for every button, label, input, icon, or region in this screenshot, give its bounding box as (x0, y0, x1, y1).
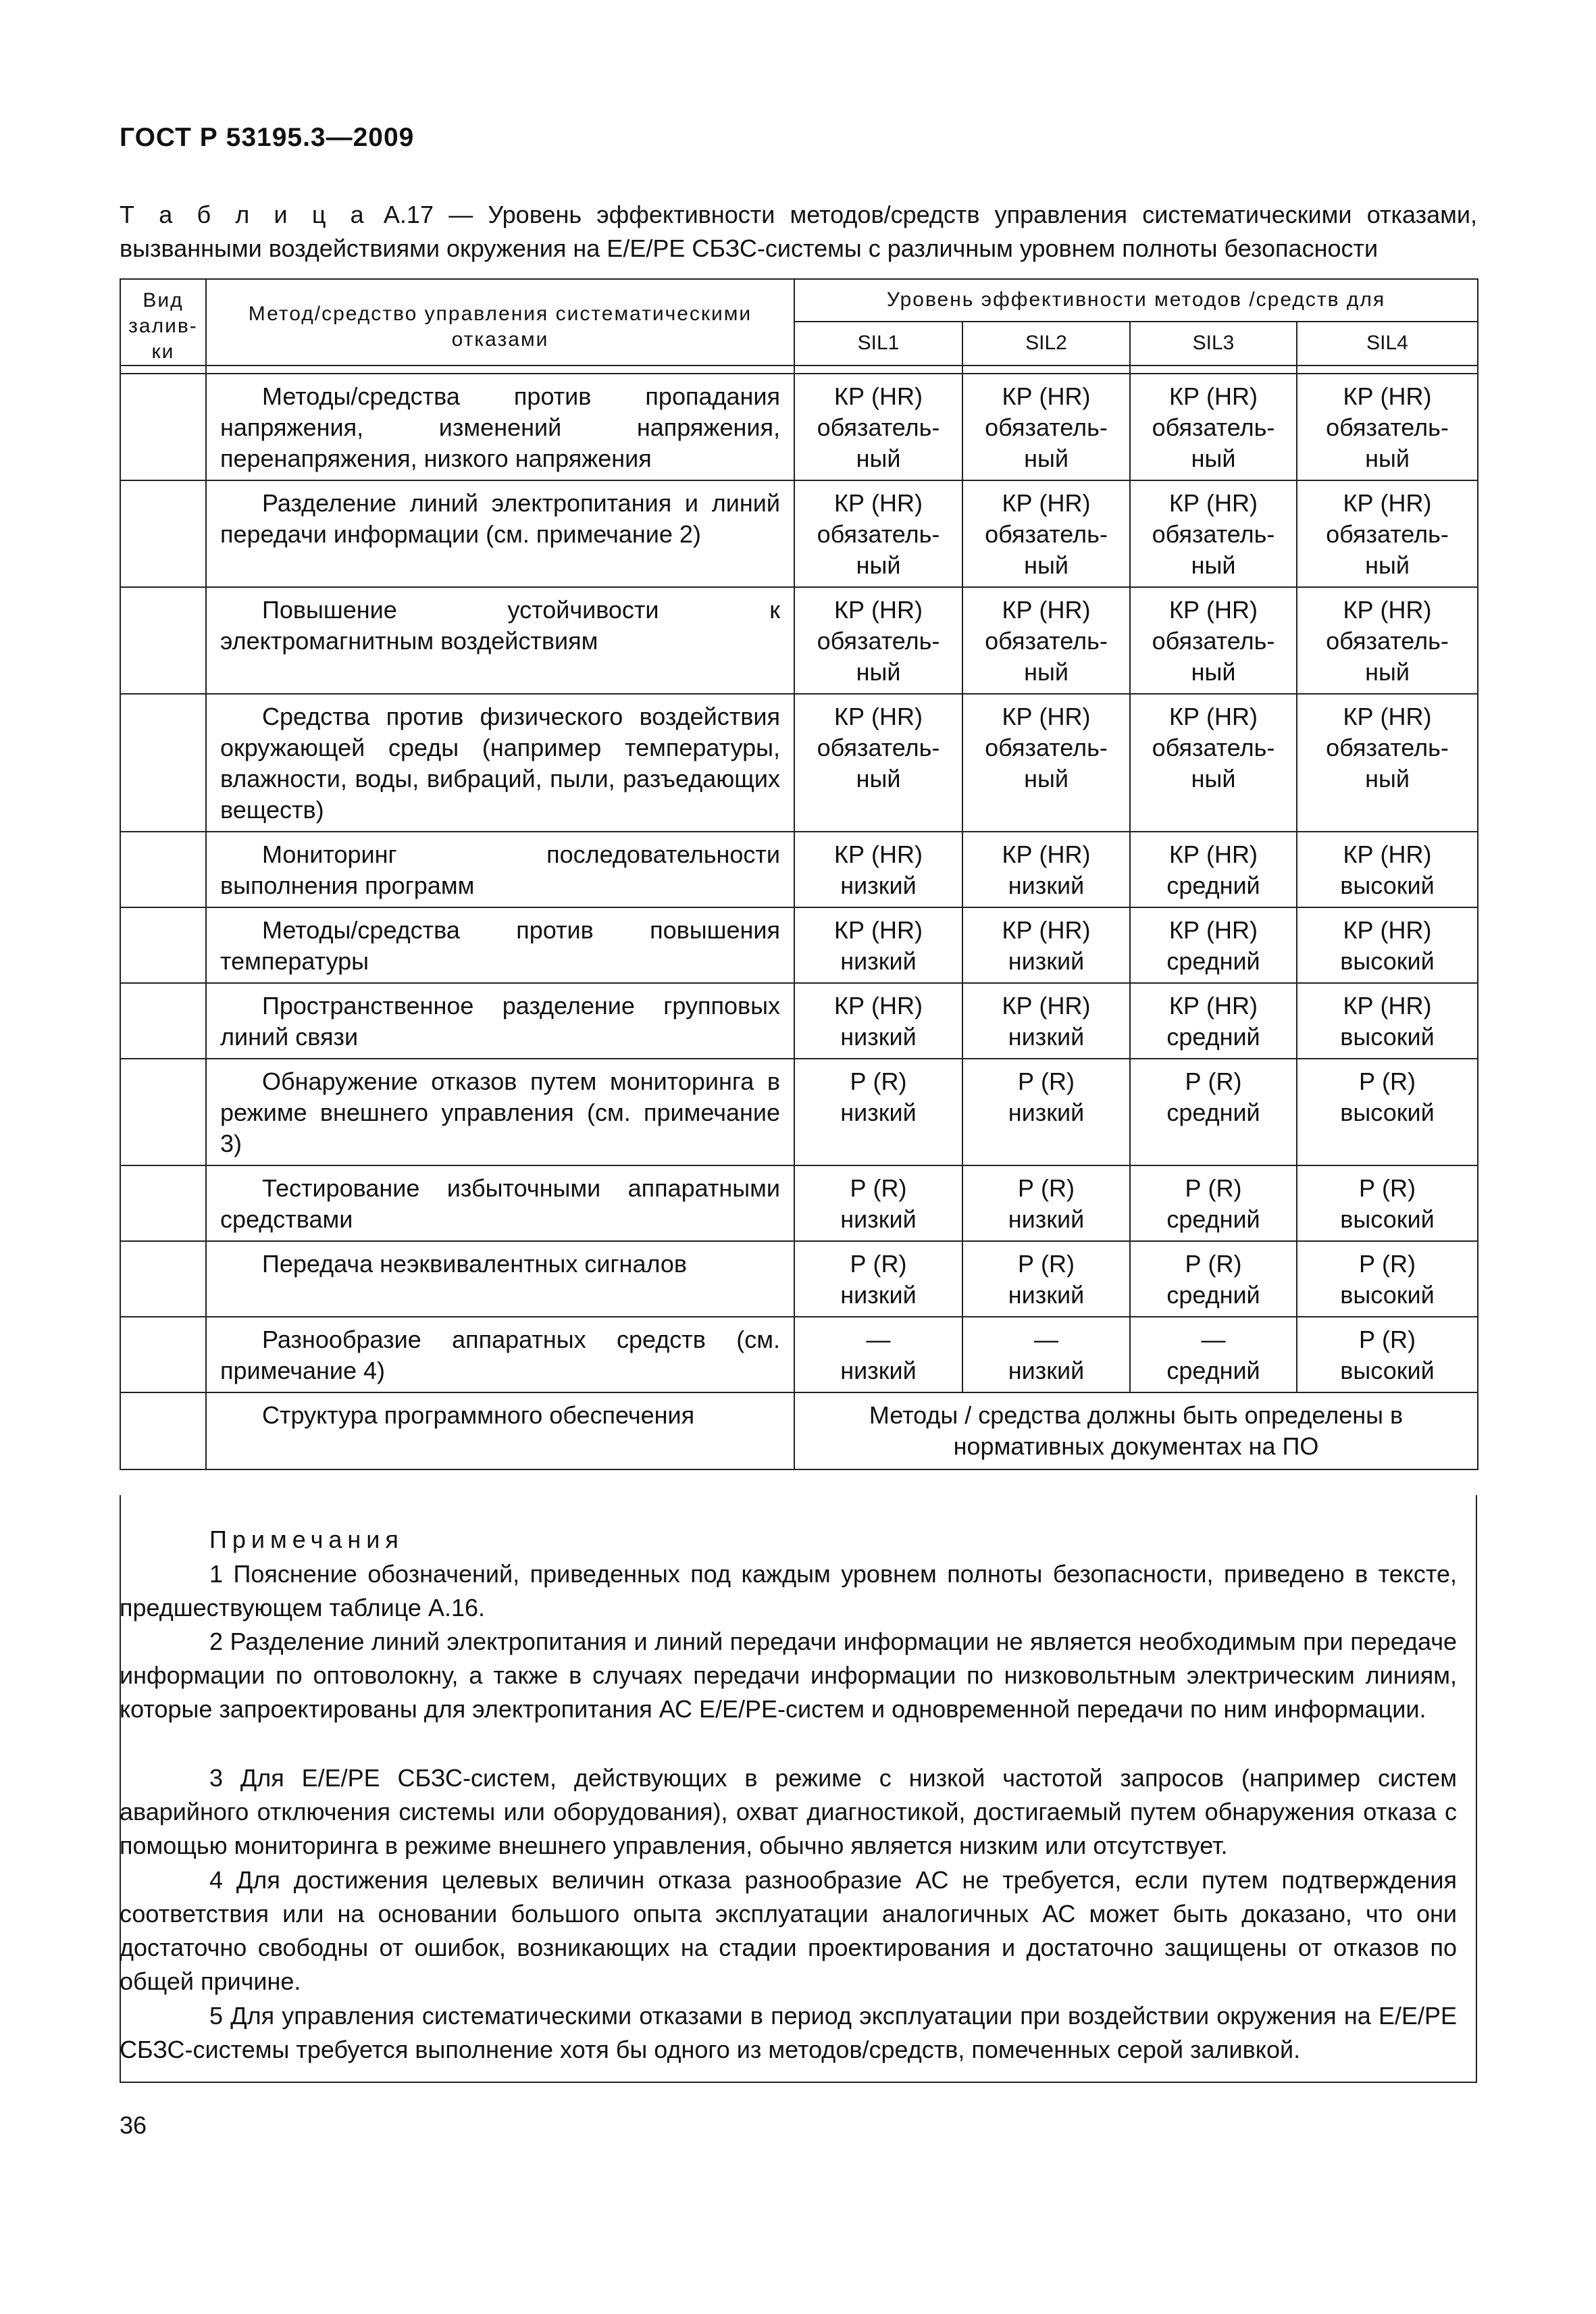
table-row (120, 1165, 1478, 1241)
cell-line: КР (HR) (1169, 840, 1258, 868)
sil3-cell (1130, 1241, 1297, 1317)
cell-line: средний (1166, 1205, 1260, 1233)
method-cell (206, 1241, 794, 1317)
sil4-cell (1297, 832, 1478, 907)
cell-line: Р (R) (1359, 1067, 1416, 1095)
method-text: Обнаружение отказов путем мониторинга в режиме внешнего управления (см. примечание 3) (220, 1067, 780, 1157)
method-cell (206, 480, 794, 587)
cell-line: обязатель- (1326, 413, 1449, 441)
gap-cell (206, 366, 794, 374)
header-gap-row (120, 366, 1478, 374)
sil2-cell (962, 694, 1130, 832)
method-cell (206, 1392, 794, 1469)
sil4-cell (1297, 480, 1478, 587)
note-3 (120, 1761, 1457, 1863)
cell-line: высокий (1340, 872, 1435, 899)
cell-line: обязатель- (1326, 627, 1449, 655)
fill-cell (120, 1392, 206, 1469)
caption-label: Т а б л и ц а (120, 201, 369, 228)
cell-line: Р (R) (850, 1174, 907, 1202)
document-header-title: ГОСТ Р 53195.3—2009 (120, 123, 415, 152)
cell-line: низкий (1008, 947, 1085, 975)
cell-line: — (866, 1326, 891, 1353)
cell-line: КР (HR) (1343, 992, 1432, 1020)
fill-cell (120, 983, 206, 1059)
header-fill-type: Вид залив-ки (120, 279, 206, 366)
caption-text: А.17 — Уровень эффективности методов/средств управления систематическими отказами, вызванными воздействиями окружения на Е/Е/РЕ СБЗС-системы с различным уровнем полноты безопасности (120, 201, 1477, 262)
table-row (120, 983, 1478, 1059)
sil4-cell (1297, 694, 1478, 832)
cell-line: ный (1024, 551, 1069, 579)
table-row (120, 374, 1478, 480)
note-4 (120, 1863, 1457, 1998)
table-row (120, 587, 1478, 694)
fill-cell (120, 694, 206, 832)
cell-line: ный (856, 765, 901, 793)
cell-line: ный (1191, 551, 1236, 579)
method-text: Структура программного обеспечения (262, 1401, 695, 1429)
cell-line: Р (R) (850, 1067, 907, 1095)
table-header-row (120, 279, 1478, 322)
fill-cell (120, 1317, 206, 1392)
cell-line: Р (R) (1359, 1250, 1416, 1278)
sil2-cell (962, 1165, 1130, 1241)
cell-line: КР (HR) (1002, 840, 1091, 868)
method-cell (206, 907, 794, 983)
cell-line: низкий (1008, 1023, 1085, 1051)
note-text: 4 Для достижения целевых величин отказа разнообразие АС не требуется, если путем подтверждения соответствия или на основании большого опыта эксплуатации аналогичных АС может быть доказано, что они достаточно свободны от ошибок, возникающих на стадии проектирования и достаточно защищены от отказов по общей причине. (120, 1866, 1457, 1995)
header-sil2: SIL2 (962, 322, 1130, 366)
cell-line: низкий (840, 1205, 917, 1233)
cell-line: средний (1166, 947, 1260, 975)
cell-line: КР (HR) (1343, 703, 1432, 730)
cell-line: обязатель- (1152, 520, 1275, 548)
cell-line: обязатель- (1152, 413, 1275, 441)
cell-line: обязатель- (985, 413, 1108, 441)
sil4-cell (1297, 1317, 1478, 1392)
cell-line: ный (856, 551, 901, 579)
gap-cell (1130, 366, 1297, 374)
cell-line: низкий (1008, 1281, 1085, 1309)
cell-line: ный (856, 445, 901, 472)
cell-line: — (1201, 1326, 1226, 1353)
cell-line: КР (HR) (834, 382, 923, 410)
cell-line: КР (HR) (1169, 489, 1258, 517)
table-row (120, 694, 1478, 832)
note-text: 3 Для Е/Е/РЕ СБЗС-систем, действующих в режиме с низкой частотой запросов (например систем аварийного отключения системы или оборудования), охват диагностикой, достигаемый путем обнаружения отказа с помощью мониторинга в режиме внешнего управления, обычно является низким или отсутствует. (120, 1764, 1457, 1859)
header-method: Метод/средство управления систематическими отказами (206, 279, 794, 366)
cell-line: средний (1166, 872, 1260, 899)
table-row (120, 1317, 1478, 1392)
cell-line: КР (HR) (1002, 382, 1091, 410)
note-1 (120, 1557, 1457, 1625)
cell-line: ный (1365, 445, 1410, 472)
cell-line: КР (HR) (1169, 596, 1258, 624)
fill-cell (120, 1059, 206, 1165)
method-text: Пространственное разделение групповых линий связи (220, 992, 780, 1051)
cell-line: КР (HR) (1002, 703, 1091, 730)
effectiveness-table (120, 278, 1478, 1470)
cell-line: обязатель- (817, 413, 940, 441)
method-cell (206, 694, 794, 832)
table-row (120, 832, 1478, 907)
merged-requirement-cell (794, 1392, 1478, 1469)
cell-line: Р (R) (1185, 1250, 1242, 1278)
cell-line: средний (1166, 1023, 1260, 1051)
cell-line: Р (R) (1359, 1326, 1416, 1353)
sil4-cell (1297, 1241, 1478, 1317)
cell-line: КР (HR) (834, 916, 923, 944)
cell-line: низкий (1008, 1099, 1085, 1126)
sil3-cell (1130, 983, 1297, 1059)
sil3-cell (1130, 374, 1297, 480)
fill-cell (120, 907, 206, 983)
gap-cell (120, 366, 206, 374)
cell-line: КР (HR) (1002, 596, 1091, 624)
cell-line: — (1034, 1326, 1058, 1353)
method-cell (206, 1317, 794, 1392)
sil1-cell (794, 694, 962, 832)
page-number: 36 (120, 2111, 147, 2139)
cell-line: КР (HR) (1343, 489, 1432, 517)
cell-line: обязатель- (1326, 734, 1449, 761)
cell-line: низкий (840, 1023, 917, 1051)
cell-line: высокий (1340, 1281, 1435, 1309)
table-row-software-structure (120, 1392, 1478, 1469)
cell-line: ный (1191, 658, 1236, 686)
method-text: Тестирование избыточными аппаратными средствами (220, 1174, 780, 1233)
table-row (120, 907, 1478, 983)
sil2-cell (962, 374, 1130, 480)
cell-line: Р (R) (1018, 1067, 1075, 1095)
cell-line: низкий (840, 1281, 917, 1309)
note-text: 5 Для управления систематическими отказами в период эксплуатации при воздействии окружения на Е/Е/РЕ СБЗС-системы требуется выполнение хотя бы одного из методов/средств, помеченных серой заливкой. (120, 2002, 1457, 2063)
cell-line: ный (1191, 765, 1236, 793)
sil3-cell (1130, 1317, 1297, 1392)
sil1-cell (794, 907, 962, 983)
cell-line: ный (1024, 765, 1069, 793)
gap-cell (962, 366, 1130, 374)
cell-line: КР (HR) (834, 703, 923, 730)
sil1-cell (794, 1241, 962, 1317)
cell-line: Р (R) (850, 1250, 907, 1278)
sil2-cell (962, 832, 1130, 907)
table-row (120, 480, 1478, 587)
cell-line: КР (HR) (1002, 916, 1091, 944)
note-text: 1 Пояснение обозначений, приведенных под каждым уровнем полноты безопасности, приведено в тексте, предшествующем таблице А.16. (120, 1560, 1457, 1621)
sil3-cell (1130, 1059, 1297, 1165)
header-effectiveness-level: Уровень эффективности методов /средств для (794, 279, 1478, 322)
cell-line: низкий (840, 947, 917, 975)
cell-line: КР (HR) (1169, 382, 1258, 410)
cell-line: низкий (1008, 1205, 1085, 1233)
cell-line: КР (HR) (834, 992, 923, 1020)
cell-line: КР (HR) (834, 596, 923, 624)
sil4-cell (1297, 983, 1478, 1059)
cell-line: КР (HR) (1343, 840, 1432, 868)
cell-line: высокий (1340, 1023, 1435, 1051)
method-text: Повышение устойчивости к электромагнитным воздействиям (220, 596, 780, 655)
method-cell (206, 374, 794, 480)
cell-line: КР (HR) (1169, 992, 1258, 1020)
sil1-cell (794, 374, 962, 480)
cell-line: низкий (1008, 872, 1085, 899)
cell-line: ный (1365, 658, 1410, 686)
sil2-cell (962, 480, 1130, 587)
cell-line: Р (R) (1359, 1174, 1416, 1202)
sil1-cell (794, 1165, 962, 1241)
sil3-cell (1130, 587, 1297, 694)
sil1-cell (794, 587, 962, 694)
cell-line: ный (1024, 445, 1069, 472)
sil4-cell (1297, 1165, 1478, 1241)
cell-line: обязатель- (817, 520, 940, 548)
sil1-cell (794, 1317, 962, 1392)
cell-line: КР (HR) (1343, 596, 1432, 624)
merged-line: Методы / средства должны быть определены в (869, 1401, 1404, 1429)
cell-line: ный (1024, 658, 1069, 686)
method-cell (206, 832, 794, 907)
fill-cell (120, 832, 206, 907)
method-text: Разнообразие аппаратных средств (см. примечание 4) (220, 1326, 780, 1384)
cell-line: обязатель- (1152, 734, 1275, 761)
cell-line: ный (1191, 445, 1236, 472)
cell-line: обязатель- (1326, 520, 1449, 548)
sil3-cell (1130, 1165, 1297, 1241)
table-caption (120, 198, 1477, 266)
method-cell (206, 587, 794, 694)
fill-cell (120, 480, 206, 587)
cell-line: КР (HR) (1169, 703, 1258, 730)
sil2-cell (962, 1241, 1130, 1317)
sil1-cell (794, 480, 962, 587)
method-text: Методы/средства против пропадания напряжения, изменений напряжения, перенапряжения, низкого напряжения (220, 382, 780, 472)
cell-line: средний (1166, 1357, 1260, 1384)
cell-line: Р (R) (1018, 1174, 1075, 1202)
sil4-cell (1297, 587, 1478, 694)
sil2-cell (962, 587, 1130, 694)
cell-line: КР (HR) (1002, 992, 1091, 1020)
fill-cell (120, 587, 206, 694)
sil2-cell (962, 983, 1130, 1059)
method-text: Методы/средства против повышения температуры (220, 916, 780, 975)
sil1-cell (794, 1059, 962, 1165)
sil3-cell (1130, 907, 1297, 983)
cell-line: ный (1365, 765, 1410, 793)
cell-line: высокий (1340, 1357, 1435, 1384)
cell-line: Р (R) (1018, 1250, 1075, 1278)
method-text: Разделение линий электропитания и линий передачи информации (см. примечание 2) (220, 489, 780, 548)
cell-line: обязатель- (817, 627, 940, 655)
cell-line: средний (1166, 1281, 1260, 1309)
cell-line: ный (856, 658, 901, 686)
cell-line: обязатель- (985, 734, 1108, 761)
method-cell (206, 1059, 794, 1165)
fill-cell (120, 1165, 206, 1241)
cell-line: обязатель- (1152, 627, 1275, 655)
cell-line: ный (1365, 551, 1410, 579)
cell-line: низкий (840, 1099, 917, 1126)
cell-line: низкий (840, 872, 917, 899)
cell-line: КР (HR) (1002, 489, 1091, 517)
cell-line: КР (HR) (1343, 382, 1432, 410)
table-row (120, 1241, 1478, 1317)
cell-line: низкий (840, 1357, 917, 1384)
cell-line: обязатель- (985, 627, 1108, 655)
cell-line: низкий (1008, 1357, 1085, 1384)
gap-cell (1297, 366, 1478, 374)
table-row (120, 1059, 1478, 1165)
sil4-cell (1297, 1059, 1478, 1165)
fill-cell (120, 1241, 206, 1317)
header-sil4: SIL4 (1297, 322, 1478, 366)
method-text: Мониторинг последовательности выполнения программ (220, 840, 780, 899)
cell-line: Р (R) (1185, 1067, 1242, 1095)
note-text: 2 Разделение линий электропитания и линий передачи информации не является необходимым при передаче информации по оптоволокну, а также в случаях передачи информации по низковольтным электрическим линиям, которые запроектированы для электропитания АС Е/Е/РЕ-систем и одновременной передачи по ним информации. (120, 1628, 1457, 1723)
cell-line: средний (1166, 1099, 1260, 1126)
cell-line: высокий (1340, 1205, 1435, 1233)
cell-line: обязатель- (817, 734, 940, 761)
notes-title: Примечания (209, 1526, 404, 1553)
sil4-cell (1297, 907, 1478, 983)
header-sil1: SIL1 (794, 322, 962, 366)
cell-line: обязатель- (985, 520, 1108, 548)
sil2-cell (962, 1059, 1130, 1165)
cell-line: высокий (1340, 947, 1435, 975)
note-2 (120, 1625, 1457, 1726)
cell-line: КР (HR) (1343, 916, 1432, 944)
sil3-cell (1130, 480, 1297, 587)
sil3-cell (1130, 694, 1297, 832)
header-sil3: SIL3 (1130, 322, 1297, 366)
sil2-cell (962, 907, 1130, 983)
fill-cell (120, 374, 206, 480)
sil2-cell (962, 1317, 1130, 1392)
cell-line: КР (HR) (834, 840, 923, 868)
method-text: Передача неэквивалентных сигналов (262, 1250, 688, 1278)
sil1-cell (794, 983, 962, 1059)
sil4-cell (1297, 374, 1478, 480)
note-5 (120, 1999, 1457, 2067)
method-text: Средства против физического воздействия окружающей среды (например температуры, влажности, воды, вибраций, пыли, разъедающих веществ) (220, 703, 780, 824)
cell-line: КР (HR) (1169, 916, 1258, 944)
method-cell (206, 983, 794, 1059)
cell-line: высокий (1340, 1099, 1435, 1126)
merged-line: нормативных документах на ПО (953, 1432, 1319, 1460)
cell-line: КР (HR) (834, 489, 923, 517)
gap-cell (794, 366, 962, 374)
method-cell (206, 1165, 794, 1241)
cell-line: Р (R) (1185, 1174, 1242, 1202)
sil1-cell (794, 832, 962, 907)
sil3-cell (1130, 832, 1297, 907)
